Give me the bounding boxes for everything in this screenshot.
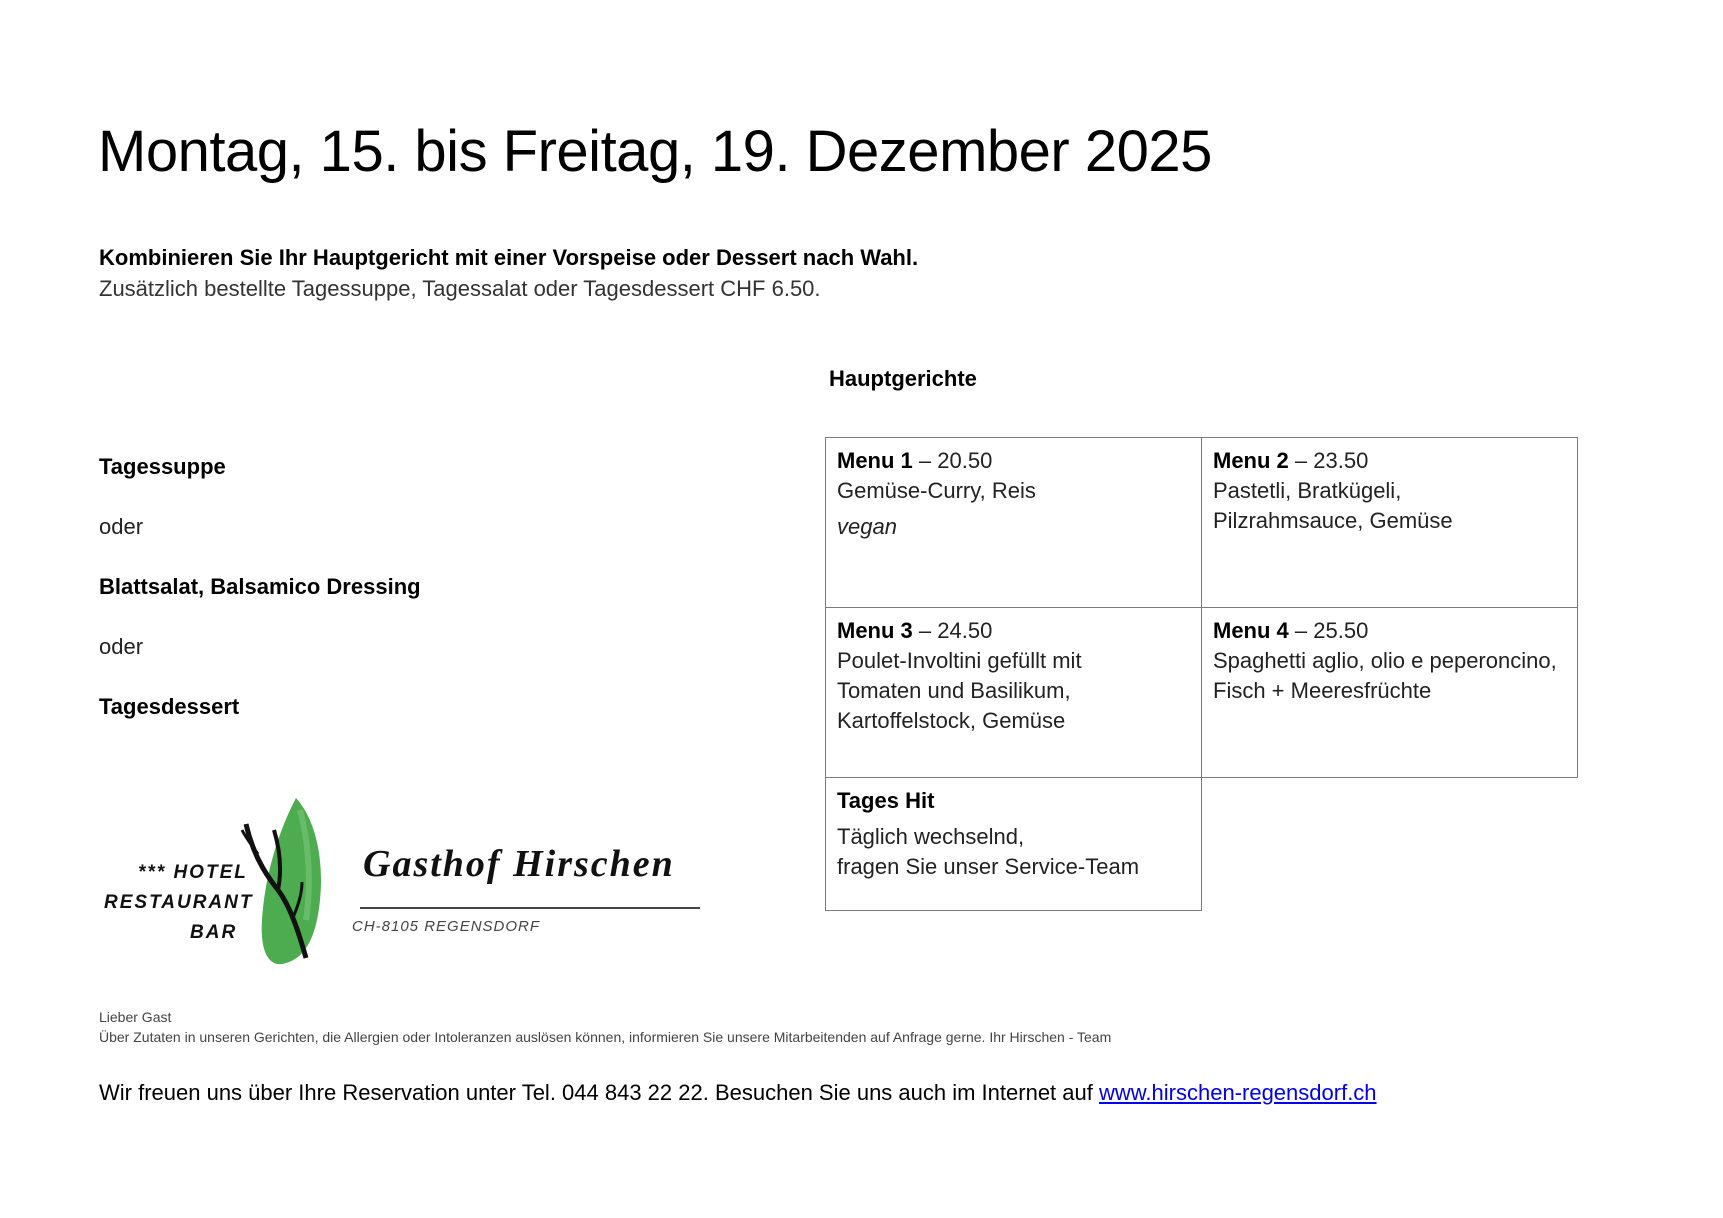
menu-cell-1 xyxy=(825,437,1202,608)
menu-name: Menu 4 xyxy=(1213,618,1289,643)
starter-salad: Blattsalat, Balsamico Dressing xyxy=(99,574,421,599)
menu-name: Menu 2 xyxy=(1213,448,1289,473)
menu-description: Spaghetti aglio, olio e peperoncino, Fisch + Meeresfrüchte xyxy=(1213,648,1557,703)
menu-description: Täglich wechselnd, fragen Sie unser Service-Team xyxy=(837,824,1140,879)
menu-name: Tages Hit xyxy=(837,788,935,813)
intro-price-note: Zusätzlich bestellte Tagessuppe, Tagessalat oder Tagesdessert CHF 6.50. xyxy=(99,276,821,301)
menu-name: Menu 1 xyxy=(837,448,913,473)
menu-price: – 20.50 xyxy=(912,448,993,473)
menu-cell-tages-hit xyxy=(825,777,1202,911)
menu-description: Pastetli, Bratkügeli, Pilzrahmsauce, Gemüse xyxy=(1213,478,1453,533)
menu-cell-2 xyxy=(1201,437,1578,608)
intro-bold-text: Kombinieren Sie Ihr Hauptgericht mit einer Vorspeise oder Dessert nach Wahl. xyxy=(99,245,919,270)
deer-antler-logo-icon xyxy=(238,790,338,966)
logo-address: CH-8105 REGENSDORF xyxy=(352,918,541,935)
starter-soup: Tagessuppe xyxy=(99,454,226,479)
menu-name: Menu 3 xyxy=(837,618,913,643)
menu-grid xyxy=(825,437,1577,912)
hotel-logo xyxy=(98,790,708,970)
logo-bar-text: BAR xyxy=(190,922,238,943)
logo-restaurant-text: RESTAURANT xyxy=(104,892,254,913)
allergy-note-greeting: Lieber Gast xyxy=(99,1009,172,1025)
footer-text: Wir freuen uns über Ihre Reservation unter Tel. 044 843 22 22. Besuchen Sie uns auch im Internet auf xyxy=(99,1080,1099,1105)
menu-description: Gemüse-Curry, Reis xyxy=(837,478,1036,503)
page-title: Montag, 15. bis Freitag, 19. Dezember 2025 xyxy=(98,119,1212,184)
menu-cell-3 xyxy=(825,607,1202,778)
logo-divider xyxy=(360,907,700,909)
menu-description: Poulet-Involtini gefüllt mit Tomaten und Basilikum, Kartoffelstock, Gemüse xyxy=(837,648,1082,733)
menu-tag-vegan: vegan xyxy=(837,514,897,539)
starter-dessert: Tagesdessert xyxy=(99,694,240,719)
mains-heading: Hauptgerichte xyxy=(829,366,977,391)
logo-hotel-text: *** HOTEL xyxy=(138,862,248,883)
menu-price: – 23.50 xyxy=(1288,448,1369,473)
starter-or-1: oder xyxy=(99,514,144,539)
starter-or-2: oder xyxy=(99,634,144,659)
website-link[interactable]: www.hirschen-regensdorf.ch xyxy=(1098,1080,1377,1105)
logo-name: Gasthof Hirschen xyxy=(363,843,675,885)
allergy-note-text: Über Zutaten in unseren Gerichten, die Allergien oder Intoleranzen auslösen können, informieren Sie unsere Mitarbeitenden auf Anfrage gerne. Ihr Hirschen - Team xyxy=(99,1029,1112,1045)
menu-price: – 25.50 xyxy=(1288,618,1369,643)
menu-price: – 24.50 xyxy=(912,618,993,643)
footer-reservation xyxy=(99,1080,1377,1106)
menu-cell-4 xyxy=(1201,607,1578,778)
